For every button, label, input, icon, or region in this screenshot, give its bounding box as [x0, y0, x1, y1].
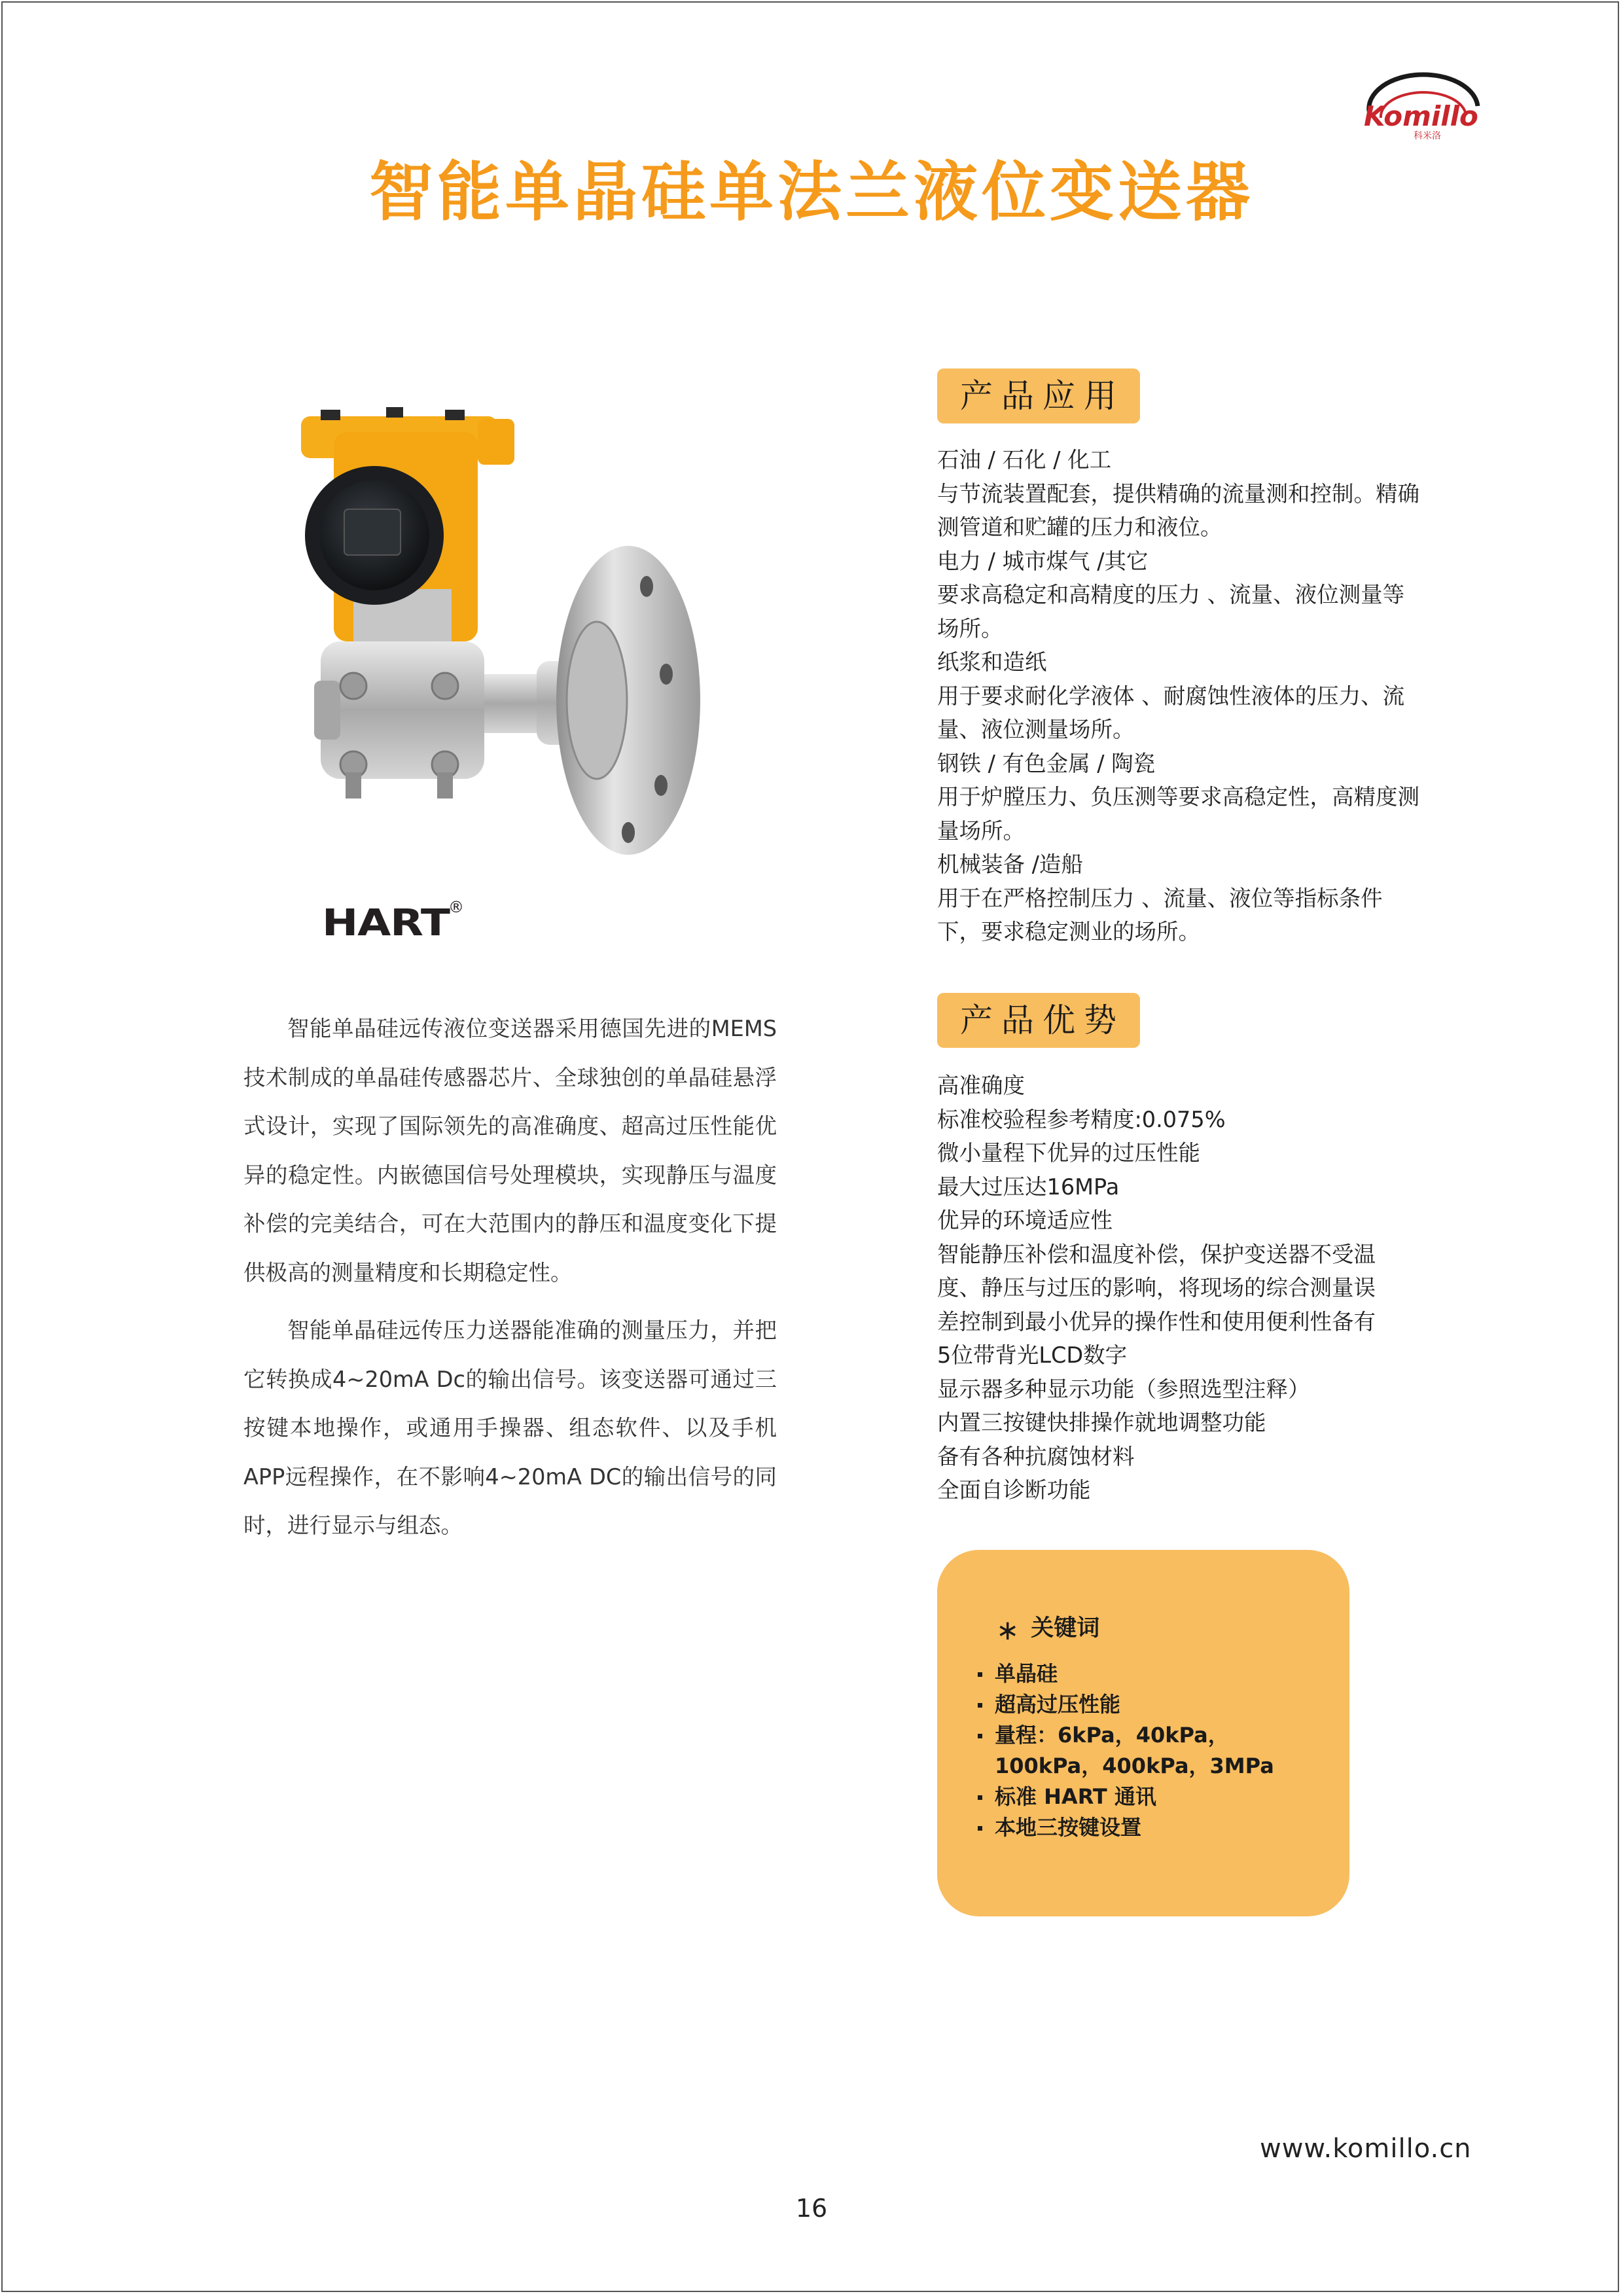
keyword-item: 标准 HART 通讯: [978, 1782, 1331, 1812]
komillo-logo: [1361, 72, 1486, 144]
advantages-line: 微小量程下优异的过压性能: [937, 1140, 1200, 1166]
advantages-line: 智能静压补偿和温度补偿，保护变送器不受温: [937, 1241, 1376, 1267]
logo-brand-text: Komillo: [1364, 100, 1478, 132]
keyword-item: 单晶硅: [978, 1659, 1331, 1689]
applications-line: 电力 / 城市煤气 /其它: [937, 548, 1149, 574]
advantages-line: 最大过压达16MPa: [937, 1174, 1120, 1200]
product-description: [243, 1005, 777, 1551]
applications-line: 纸浆和造纸: [937, 649, 1047, 675]
hart-logo: HART: [322, 902, 450, 944]
page-number: 16: [795, 2194, 828, 2223]
keyword-item: 超高过压性能: [978, 1689, 1331, 1720]
advantages-list: [937, 1069, 1461, 1507]
advantages-line: 5位带背光LCD数字: [937, 1342, 1128, 1368]
advantages-line: 全面自诊断功能: [937, 1477, 1091, 1503]
description-paragraph: 智能单晶硅远传压力送器能准确的测量压力，并把 它转换成4~20mA Dc的输出信号。该变送器可通过三按键本地操作，或通用手操器、组态软件、以及手机APP远程操作，在不影响4~20mA DC的输出信号的同时，进行显示与组态。: [243, 1318, 777, 1538]
applications-line: 用于在严格控制压力 、流量、液位等指标条件: [937, 885, 1383, 911]
applications-line: 机械装备 /造船: [937, 852, 1083, 877]
pressure-transmitter-with-flange-icon: [288, 393, 707, 864]
advantages-line: 标准校验程参考精度:0.075%: [937, 1106, 1226, 1132]
keywords-box: [937, 1550, 1349, 1916]
hart-registered-mark: ®: [448, 898, 464, 916]
applications-line: 与节流装置配套，提供精确的流量测和控制。精确: [937, 480, 1419, 507]
keyword-item: 本地三按键设置: [978, 1812, 1331, 1843]
applications-line: 量、液位测量场所。: [937, 717, 1135, 742]
website-url: www.komillo.cn: [1260, 2134, 1472, 2164]
advantages-line: 高准确度: [937, 1073, 1025, 1098]
applications-line: 量场所。: [937, 817, 1025, 844]
page-title: 智能单晶硅单法兰液位变送器: [368, 155, 1254, 230]
advantages-line: 备有各种抗腐蚀材料: [937, 1443, 1135, 1469]
applications-line: 钢铁 / 有色金属 / 陶瓷: [937, 750, 1156, 776]
applications-line: 测管道和贮罐的压力和液位。: [937, 514, 1222, 540]
advantages-line: 优异的环境适应性: [937, 1208, 1113, 1233]
description-paragraph: 智能单晶硅远传液位变送器采用德国先进的MEMS技术制成的单晶硅传感器芯片、全球独创的单晶硅悬浮式设计，实现了国际领先的高准确度、超高过压性能优异的稳定性。内嵌德国信号处理模块，实现静压与温度补偿的完美结合，可在大范围内的静压和温度变化下提供极高的测量精度和长期稳定性。: [243, 1016, 777, 1285]
advantages-line: 差控制到最小优异的操作性和使用便利性备有: [937, 1308, 1376, 1335]
advantages-line: 内置三按键快排操作就地调整功能: [937, 1410, 1266, 1435]
keywords-list: [978, 1659, 1331, 1843]
logo-sub-text: 科米洛: [1414, 131, 1441, 141]
asterisk-icon: ∗: [996, 1614, 1020, 1646]
applications-list: [937, 443, 1461, 949]
applications-line: 用于炉膛压力、负压测等要求高稳定性，高精度测: [937, 784, 1419, 810]
applications-line: 场所。: [937, 615, 1003, 641]
applications-line: 用于要求耐化学液体 、耐腐蚀性液体的压力、流: [937, 683, 1405, 709]
advantages-line: 度、静压与过压的影响，将现场的综合测量误: [937, 1275, 1376, 1300]
keyword-item: 量程：6kPa，40kPa，100kPa，400kPa，3MPa: [978, 1720, 1331, 1782]
keywords-title-text: 关键词: [1031, 1615, 1100, 1641]
advantages-line: 显示器多种显示功能（参照选型注释）: [937, 1376, 1310, 1402]
advantages-header: 产品优势: [937, 993, 1140, 1048]
applications-header: 产品应用: [937, 368, 1140, 423]
applications-line: 下，要求稳定测业的场所。: [937, 919, 1200, 944]
keywords-title: [996, 1610, 1100, 1646]
applications-line: 石油 / 石化 / 化工: [937, 447, 1112, 473]
applications-line: 要求高稳定和高精度的压力 、流量、液位测量等: [937, 582, 1405, 607]
